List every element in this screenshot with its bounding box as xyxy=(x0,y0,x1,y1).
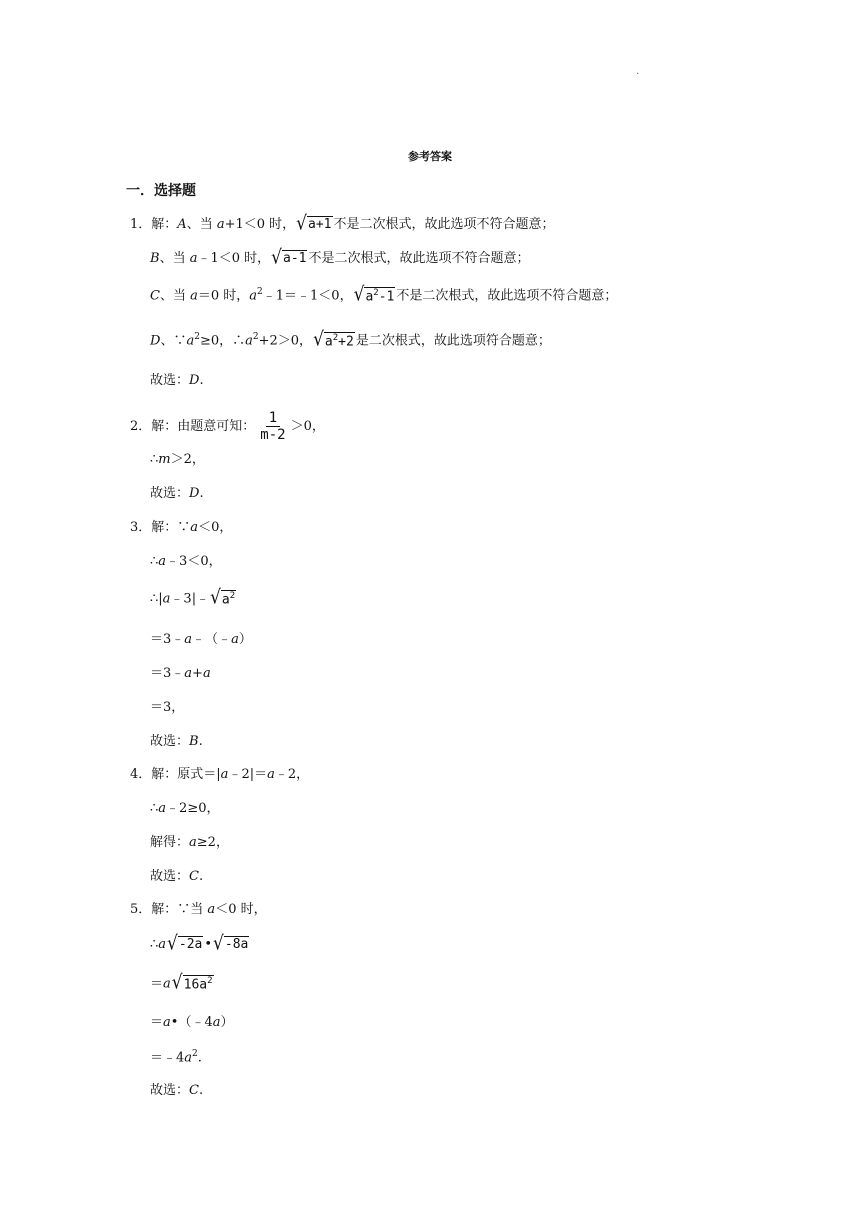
radicand-base: 16a xyxy=(183,977,208,993)
text: ﹣（﹣ xyxy=(192,632,232,647)
q1-line-a xyxy=(130,212,555,236)
text: 不是二次根式，故此选项不符合题意； xyxy=(333,217,555,232)
radicand: -2a xyxy=(178,937,203,952)
text: ∴ xyxy=(150,554,159,569)
q2-line-1 xyxy=(130,410,325,443)
text: . xyxy=(199,486,204,501)
text: . xyxy=(198,734,203,749)
text: ＞0， xyxy=(290,419,325,435)
text: ＝3﹣ xyxy=(150,666,185,681)
text: 、∵ xyxy=(160,333,187,349)
exponent: 2 xyxy=(229,591,236,601)
variable: m xyxy=(158,452,171,467)
q5-line-4 xyxy=(150,1016,234,1029)
variable: a xyxy=(184,632,193,647)
q4-line-3 xyxy=(150,836,229,849)
radical: √ $16a^2$ xyxy=(171,971,213,995)
text: 解： xyxy=(151,217,178,232)
section-heading: 一．选择题 xyxy=(126,183,196,199)
variable: a xyxy=(158,554,167,569)
text: ﹣2|＝ xyxy=(228,767,268,782)
exponent: 2 xyxy=(252,331,259,342)
radicand: a+1 xyxy=(308,217,332,232)
q5-answer xyxy=(150,1084,203,1097)
q4-answer xyxy=(150,870,203,883)
q3-line-3 xyxy=(150,586,237,610)
radicand xyxy=(324,332,355,350)
variable: a xyxy=(207,902,216,917)
variable: a xyxy=(216,217,225,232)
q2-line-2 xyxy=(150,453,205,466)
text: +2＞0， xyxy=(258,333,313,349)
question-number: 3． xyxy=(130,520,152,535)
text: ＝ xyxy=(150,976,164,992)
text: ﹣3＜0， xyxy=(166,554,222,569)
variable: a xyxy=(267,767,275,782)
radical: √ a-1 xyxy=(271,246,307,270)
text: ∴| xyxy=(150,591,163,607)
answer-choice: D xyxy=(189,486,200,501)
radical: √ $a^2-1$ xyxy=(353,283,395,307)
q5-line-5 xyxy=(150,1050,202,1064)
text: 不是二次根式，故此选项不符合题意； xyxy=(308,251,530,266)
answer-choice: B xyxy=(189,734,199,749)
text: 解：∵当 xyxy=(151,902,208,917)
text: ﹣1＝﹣1＜0， xyxy=(262,288,353,304)
text: 解：原式＝| xyxy=(151,767,221,782)
q3-line-1 xyxy=(130,521,232,534)
radicand xyxy=(183,975,214,993)
text: ＝3﹣ xyxy=(150,632,185,647)
text: +1＜0 时， xyxy=(224,217,296,232)
variable: a xyxy=(249,288,258,304)
text: + xyxy=(192,666,203,681)
option-label: C xyxy=(150,288,160,304)
variable: a xyxy=(158,801,167,816)
option-label: D xyxy=(150,333,161,349)
text: . xyxy=(199,373,204,388)
variable: a xyxy=(202,666,211,681)
q1-line-b xyxy=(150,246,530,270)
text: ＜0 时， xyxy=(215,902,267,917)
multiply-dot: • xyxy=(204,937,213,952)
text: 故选： xyxy=(150,486,190,501)
q5-line-3 xyxy=(150,971,215,995)
text: ） xyxy=(238,632,252,647)
text: ﹣2， xyxy=(274,767,310,782)
q3-line-2 xyxy=(150,555,222,568)
q4-line-2 xyxy=(150,802,219,815)
variable: a xyxy=(220,767,229,782)
text: ＝ xyxy=(150,1015,164,1030)
text: 解：∵ xyxy=(151,520,191,535)
variable: a xyxy=(190,288,198,304)
text: 故选： xyxy=(150,1083,190,1098)
q2-answer xyxy=(150,487,204,500)
radicand-tail: +2 xyxy=(338,334,354,350)
variable: a xyxy=(212,1015,221,1030)
radicand-base: a xyxy=(365,289,374,305)
text: . xyxy=(198,1083,204,1098)
text: 不是二次根式，故此选项不符合题意； xyxy=(396,288,618,304)
radicand-base: a xyxy=(324,334,333,350)
exponent: 2 xyxy=(192,1049,198,1059)
text: ﹣2≥0， xyxy=(166,801,220,816)
text: . xyxy=(198,869,204,884)
exponent: 2 xyxy=(373,288,379,298)
variable: a xyxy=(184,666,193,681)
text: 故选： xyxy=(150,734,190,749)
text: 、当 xyxy=(186,217,217,232)
question-number: 5． xyxy=(130,902,152,917)
radicand xyxy=(221,590,236,608)
variable: a xyxy=(186,333,195,349)
radical: √ $a^2+2$ xyxy=(313,328,354,352)
question-number: 1． xyxy=(130,217,152,232)
variable: a xyxy=(163,976,171,992)
answer-choice: C xyxy=(189,869,199,884)
answer-choice: D xyxy=(189,373,200,388)
radical: √ -2a xyxy=(167,932,203,956)
variable: a xyxy=(189,251,198,266)
radical: √ a+1 xyxy=(296,212,332,236)
option-label: A xyxy=(177,217,187,232)
q1-answer xyxy=(150,374,204,387)
radical: √ -8a xyxy=(213,932,249,956)
denominator: m-2 xyxy=(260,427,286,444)
radicand: a-1 xyxy=(283,251,307,266)
answer-choice: C xyxy=(189,1083,199,1098)
variable: a xyxy=(184,1050,193,1066)
text: ＝﹣4 xyxy=(150,1050,185,1066)
text: 、当 xyxy=(159,251,190,266)
q1-line-c xyxy=(150,283,618,307)
text: ≥0，∴ xyxy=(199,333,246,349)
radicand: -8a xyxy=(224,937,249,952)
text: ＝0 时， xyxy=(197,288,250,304)
text: 解：由题意可知： xyxy=(151,419,256,435)
page-title: 参考答案 xyxy=(408,150,452,163)
exponent: 2 xyxy=(207,976,213,986)
variable: a xyxy=(158,937,167,952)
text: ∴ xyxy=(150,937,159,952)
exponent: 2 xyxy=(257,286,263,297)
radicand-tail: -1 xyxy=(378,289,395,305)
variable: a xyxy=(162,591,171,607)
text: 解得： xyxy=(150,835,190,850)
text: ≥2， xyxy=(196,835,229,850)
text: ＜0， xyxy=(198,520,233,535)
header-dot: . xyxy=(636,66,640,77)
text: ∴ xyxy=(150,801,159,816)
q3-line-5 xyxy=(150,667,211,680)
variable: a xyxy=(231,632,239,647)
text: ∴ xyxy=(150,452,159,467)
q1-line-d xyxy=(150,328,551,352)
variable: a xyxy=(163,1015,171,1030)
text: ﹣1＜0 时， xyxy=(197,251,271,266)
text: . xyxy=(197,1050,202,1066)
exponent: 2 xyxy=(332,333,339,343)
q3-answer xyxy=(150,735,203,748)
q4-line-1 xyxy=(130,768,309,781)
q3-line-6 xyxy=(150,701,184,714)
text: 是二次根式，故此选项符合题意； xyxy=(355,333,551,349)
radicand-base: a xyxy=(221,592,230,608)
option-label: B xyxy=(150,251,160,266)
variable: a xyxy=(245,333,253,349)
text: ＞2， xyxy=(170,452,205,467)
radicand xyxy=(364,287,395,305)
fraction xyxy=(257,410,288,443)
text: ＝3， xyxy=(150,700,185,715)
text: 故选： xyxy=(150,869,190,884)
variable: a xyxy=(190,520,199,535)
variable: a xyxy=(189,835,197,850)
exponent: 2 xyxy=(194,331,200,342)
text: 、当 xyxy=(159,288,191,304)
q5-line-1 xyxy=(130,903,267,916)
question-number: 4． xyxy=(130,767,152,782)
text: ） xyxy=(220,1015,234,1030)
text: 故选： xyxy=(150,373,190,388)
question-number: 2． xyxy=(130,419,152,435)
text: ﹣3|﹣ xyxy=(170,591,210,607)
text: •（﹣4 xyxy=(170,1015,213,1030)
q3-line-4 xyxy=(150,633,252,646)
radical: √ $a^2$ xyxy=(210,586,236,610)
q5-line-2 xyxy=(150,932,250,956)
numerator: 1 xyxy=(266,410,280,427)
